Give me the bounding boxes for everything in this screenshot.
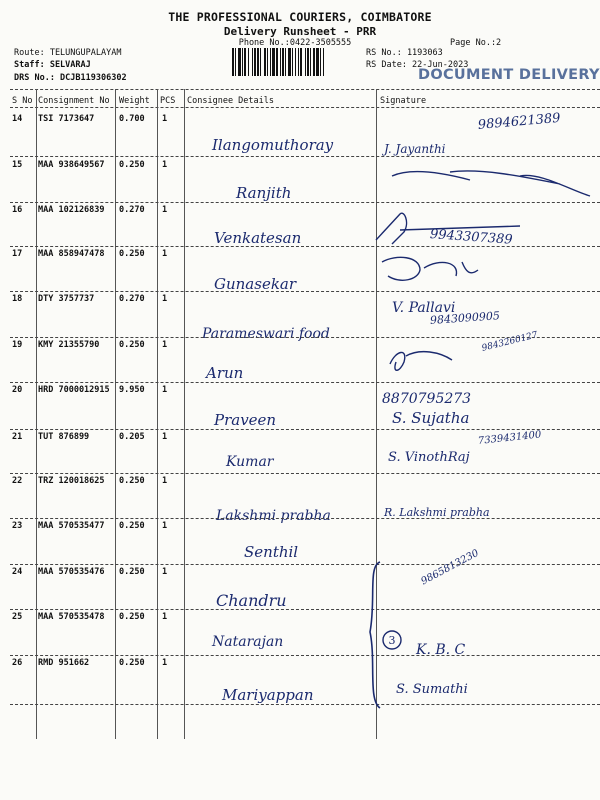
row-consignee-handwriting: Ilangomuthoray (212, 136, 334, 154)
row-pcs: 1 (162, 476, 168, 486)
row-consignee-handwriting: Senthil (244, 543, 299, 561)
row-weight: 0.250 (119, 160, 145, 170)
row-consignee-handwriting: Ranjith (236, 184, 292, 202)
row-sno: 23 (12, 521, 23, 531)
row-phone-handwriting: 8870795273 (382, 391, 472, 407)
row-phone-handwriting: 9943307389 (429, 227, 514, 248)
row-consignee-handwriting: Chandru (216, 591, 287, 610)
row-sno: 21 (12, 432, 23, 442)
row-weight: 0.250 (119, 521, 145, 531)
row-consignee-handwriting: Praveen (214, 411, 277, 429)
row-sno: 18 (12, 294, 23, 304)
row-consignee-handwriting: Kumar (226, 454, 274, 470)
row-phone-handwriting: 7339431400 (477, 429, 542, 447)
col-header-consignment: Consignment No (38, 96, 110, 106)
row-consignment-no: TSI 7173647 (38, 114, 95, 124)
row-sno: 26 (12, 658, 23, 668)
row-pcs: 1 (162, 160, 168, 170)
row-consignee-handwriting: Parameswari food (202, 326, 330, 342)
signature-scribble (392, 171, 590, 196)
row-consignee-handwriting: Mariyappan (222, 686, 314, 704)
row-pcs: 1 (162, 294, 168, 304)
row-consignment-no: MAA 102126839 (38, 205, 105, 215)
row-pcs: 1 (162, 114, 168, 124)
row-signature-handwriting: S. Sujatha (392, 409, 470, 427)
col-header-signature: Signature (380, 96, 427, 106)
row-signature-handwriting: R. Lakshmi prabha (384, 506, 490, 519)
row-consignment-no: HRD 7000012915 (38, 385, 110, 395)
row-weight: 0.270 (119, 294, 145, 304)
row-signature-handwriting: J. Jayanthi (384, 142, 446, 156)
svg-text:3: 3 (388, 634, 396, 647)
row-consignment-no: KMY 21355790 (38, 340, 100, 350)
row-pcs: 1 (162, 249, 168, 259)
company-title: THE PROFESSIONAL COURIERS, COIMBATORE (168, 10, 432, 24)
row-weight: 0.250 (119, 340, 145, 350)
row-signature-handwriting: S. VinothRaj (388, 450, 470, 465)
row-pcs: 1 (162, 432, 168, 442)
row-phone-handwriting: 9843090905 (429, 309, 501, 327)
col-header-sno: S No (12, 96, 33, 106)
row-sno: 15 (12, 160, 23, 170)
row-weight: 0.250 (119, 612, 145, 622)
row-weight: 0.250 (119, 658, 145, 668)
row-weight: 0.700 (119, 114, 145, 124)
row-consignment-no: DTY 3757737 (38, 294, 95, 304)
row-consignee-handwriting: Lakshmi prabha (216, 508, 331, 524)
row-consignment-no: MAA 570535476 (38, 567, 105, 577)
row-pcs: 1 (162, 340, 168, 350)
row-consignment-no: TUT 876899 (38, 432, 90, 442)
row-weight: 0.270 (119, 205, 145, 215)
row-pcs: 1 (162, 205, 168, 215)
col-header-weight: Weight (119, 96, 150, 106)
row-weight: 0.250 (119, 567, 145, 577)
row-consignment-no: MAA 570535477 (38, 521, 105, 531)
phone-number: Phone No.:0422-3505555 (238, 38, 352, 48)
row-weight: 9.950 (119, 385, 145, 395)
route-label: Route: TELUNGUPALAYAM (14, 48, 122, 58)
page-number: Page No.:2 (450, 38, 502, 48)
rs-number: RS No.: 1193063 (366, 48, 443, 58)
row-pcs: 1 (162, 658, 168, 668)
row-sno: 24 (12, 567, 23, 577)
row-phone-handwriting: 9865813230 (419, 547, 481, 588)
signature-scribble (390, 352, 452, 371)
row-consignment-no: MAA 570535478 (38, 612, 105, 622)
row-pcs: 1 (162, 567, 168, 577)
row-pcs: 1 (162, 612, 168, 622)
row-sno: 16 (12, 205, 23, 215)
document-delivery-stamp: DOCUMENT DELIVERY (418, 67, 600, 83)
signature-scribble (382, 257, 478, 280)
row-phone-handwriting: 9843260127 (480, 330, 539, 354)
row-consignment-no: MAA 938649567 (38, 160, 105, 170)
signature-scribble (376, 213, 520, 244)
row-weight: 0.250 (119, 476, 145, 486)
row-sno: 25 (12, 612, 23, 622)
row-sno: 20 (12, 385, 23, 395)
row-signature-handwriting: V. Pallavi (392, 300, 456, 316)
rs-date: RS Date: 22-Jun-2023 (366, 60, 469, 70)
row-consignee-handwriting: Arun (206, 364, 244, 382)
row-weight: 0.250 (119, 249, 145, 259)
drs-number: DRS No.: DCJB119306302 (14, 73, 127, 83)
row-signature-handwriting: K. B. C (416, 642, 466, 658)
row-consignee-handwriting: Natarajan (212, 634, 284, 650)
row-consignee-handwriting: Venkatesan (214, 229, 302, 247)
col-header-pcs: PCS (160, 96, 176, 106)
row-sno: 17 (12, 249, 23, 259)
row-phone-handwriting: 9894621389 (477, 110, 562, 133)
row-pcs: 1 (162, 521, 168, 531)
row-consignment-no: RMD 951662 (38, 658, 90, 668)
row-pcs: 1 (162, 385, 168, 395)
row-sno: 22 (12, 476, 23, 486)
row-sno: 14 (12, 114, 23, 124)
row-consignment-no: TRZ 120018625 (38, 476, 105, 486)
staff-label: Staff: SELVARAJ (14, 60, 91, 70)
row-sno: 19 (12, 340, 23, 350)
row-weight: 0.205 (119, 432, 145, 442)
row-consignment-no: MAA 858947478 (38, 249, 105, 259)
col-header-consignee: Consignee Details (187, 96, 274, 106)
runsheet-subtitle: Delivery Runsheet - PRR (223, 25, 377, 38)
row-consignee-handwriting: Gunasekar (214, 275, 297, 293)
row-signature-handwriting: S. Sumathi (396, 682, 468, 697)
